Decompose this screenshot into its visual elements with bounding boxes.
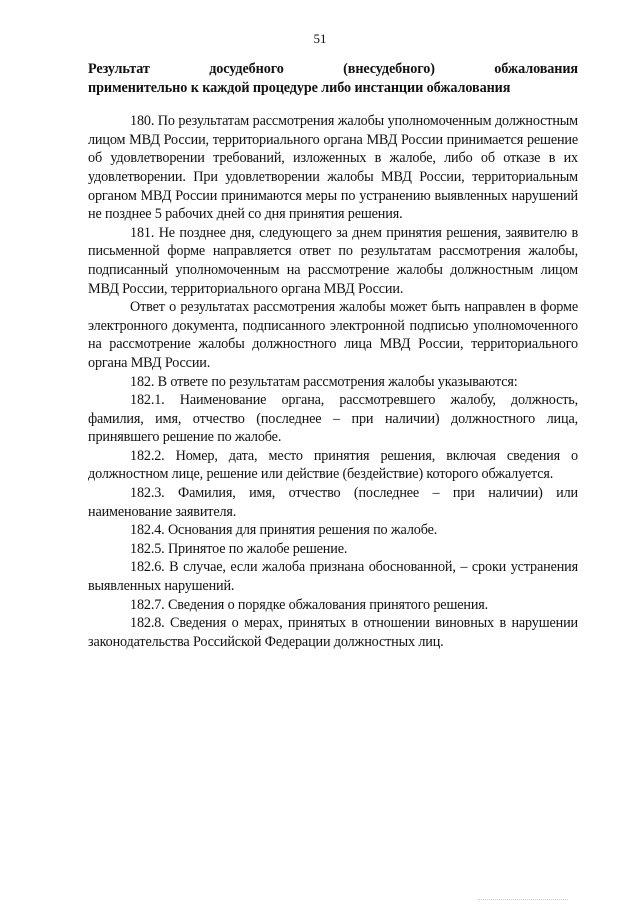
section-heading [88, 60, 578, 97]
paragraph-180: 180. По результатам рассмотрения жалобы уполномоченным должностным лицом МВД России, территориального органа МВД России принимается решение об удовлетворении требований, изложенных в жалобе, либо об отказе в их удовлетворении. При удовлетворении жалобы МВД России, территориальным органом МВД России принимаются меры по устранению выявленных нарушений не позднее 5 рабочих дней со дня принятия решения. [88, 113, 578, 223]
section-heading-line-1: Результат досудебного (внесудебного) обжалования [88, 61, 578, 77]
paragraph-182-4: 182.4. Основания для принятия решения по жалобе. [130, 522, 438, 539]
paragraph-182-5: 182.5. Принятое по жалобе решение. [130, 540, 348, 557]
paragraph-182-1: 182.1. Наименование органа, рассмотревшего жалобу, должность, фамилия, имя, отчество (последнее – при наличии) должностного лица, принявшего решение по жалобе. [88, 392, 578, 446]
paragraph-182-7: 182.7. Сведения о порядке обжалования принятого решения. [130, 596, 489, 613]
document-body [88, 60, 578, 651]
scan-edge-mark [478, 899, 568, 901]
page-number: 51 [313, 31, 327, 46]
paragraph-181-electronic-response: Ответ о результатах рассмотрения жалобы может быть направлен в форме электронного документа, подписанного электронной подписью уполномоченного на рассмотрение жалобы должностного лица МВД России, территориального органа МВД России. [88, 299, 578, 371]
paragraph-182-2: 182.2. Номер, дата, место принятия решения, включая сведения о должностном лице, решение или действие (бездействие) которого обжалуется. [88, 447, 578, 483]
paragraph-182-3: 182.3. Фамилия, имя, отчество (последнее – при наличии) или наименование заявителя. [88, 485, 578, 520]
paragraph-182-8: 182.8. Сведения о мерах, принятых в отношении виновных в нарушении законодательства Российской Федерации должностных лиц. [88, 615, 578, 650]
paragraph-181: 181. Не позднее дня, следующего за днем принятия решения, заявителю в письменной форме направляется ответ по результатам рассмотрения жалобы, подписанный уполномоченным на рассмотрение жалобы должностным лицом МВД России, территориального органа МВД России. [88, 224, 578, 297]
paragraph-182: 182. В ответе по результатам рассмотрения жалобы указываются: [130, 373, 518, 390]
paragraph-182-6: 182.6. В случае, если жалоба признана обоснованной, – сроки устранения выявленных нарушений. [88, 559, 578, 595]
section-heading-line-2: применительно к каждой процедуре либо инстанции обжалования [88, 79, 511, 96]
